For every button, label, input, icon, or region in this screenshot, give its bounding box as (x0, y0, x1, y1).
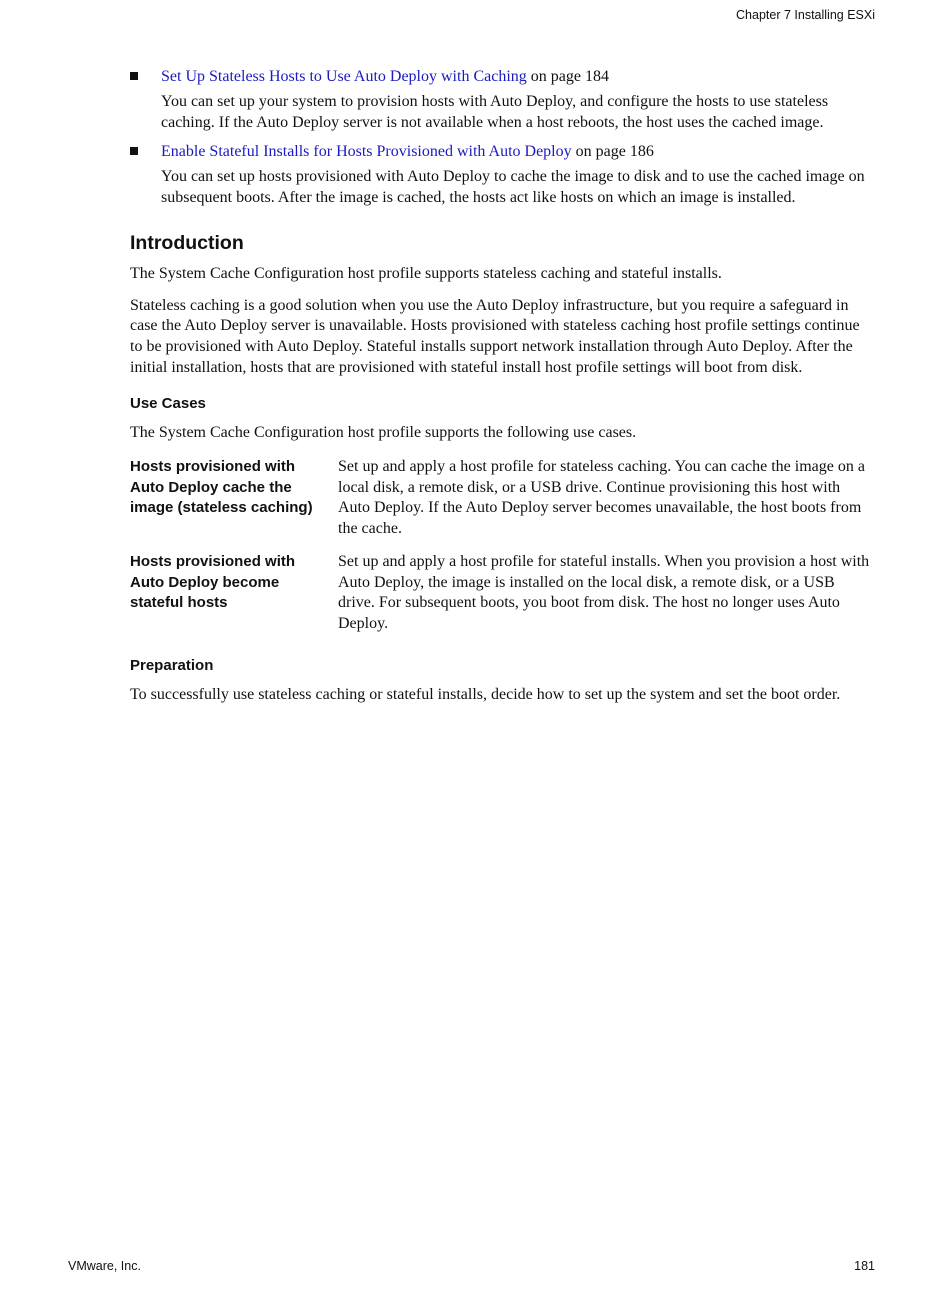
subheading-preparation: Preparation (130, 656, 214, 674)
bullet-square-icon (130, 147, 138, 155)
paragraph: Stateless caching is a good solution when you use the Auto Deploy infrastructure, but you require a safeguard in case the Auto Deploy server is unavailable. Hosts provisioned with stateless caching host profile settings continue to be provisioned with Auto Deploy. Stateful installs support network installation through Auto Deploy. After the initial installation, hosts that are provisioned with stateful install host profile settings will boot from disk. (130, 296, 860, 376)
use-case-term: Hosts provisioned with Auto Deploy become stateful hosts (130, 552, 296, 612)
use-case-term: Hosts provisioned with Auto Deploy cache the image (stateless caching) (130, 458, 313, 517)
bullet-item (130, 141, 870, 208)
bullet-square-icon (130, 72, 138, 80)
paragraph: The System Cache Configuration host profile supports the following use cases. (130, 424, 637, 442)
page-content (130, 66, 870, 716)
page-reference: on page 186 (571, 143, 654, 161)
bullet-title (161, 141, 870, 162)
page-reference: on page 184 (526, 68, 609, 85)
bullet-description: You can set up hosts provisioned with Auto Deploy to cache the image to disk and to use the cached image on subsequent boots. After the image is cached, the hosts act like hosts on which an image is installed. (161, 168, 865, 207)
paragraph: The System Cache Configuration host profile supports stateless caching and stateful installs. (130, 264, 722, 282)
bullet-item (130, 66, 870, 133)
section-heading-introduction: Introduction (130, 231, 244, 254)
running-header: Chapter 7 Installing ESXi (736, 8, 875, 22)
use-case-table (130, 457, 870, 635)
footer-company: VMware, Inc. (68, 1259, 141, 1273)
use-case-description: Set up and apply a host profile for stateless caching. You can cache the image on a local disk, a remote disk, or a USB drive. Continue provisioning this host with Auto Deploy. If the Auto Deploy server becomes unavailable, the host boots from the cache. (338, 458, 865, 538)
footer-page-number: 181 (854, 1259, 875, 1273)
use-case-description: Set up and apply a host profile for stateful installs. When you provision a host with Auto Deploy, the image is installed on the local disk, a remote disk, or a USB drive. For subsequent boots, you boot from disk. The host no longer uses Auto Deploy. (338, 552, 870, 632)
subheading-use-cases: Use Cases (130, 395, 206, 413)
xref-link[interactable]: Enable Stateful Installs for Hosts Provisioned with Auto Deploy (161, 143, 572, 161)
bullet-title (161, 66, 870, 87)
paragraph: To successfully use stateless caching or stateful installs, decide how to set up the system and set the boot order. (130, 685, 841, 703)
bullet-description: You can set up your system to provision hosts with Auto Deploy, and configure the hosts to use stateless caching. If the Auto Deploy server is not available when a host reboots, the host uses the cached image. (161, 93, 829, 131)
xref-link[interactable]: Set Up Stateless Hosts to Use Auto Deploy with Caching (161, 68, 527, 85)
